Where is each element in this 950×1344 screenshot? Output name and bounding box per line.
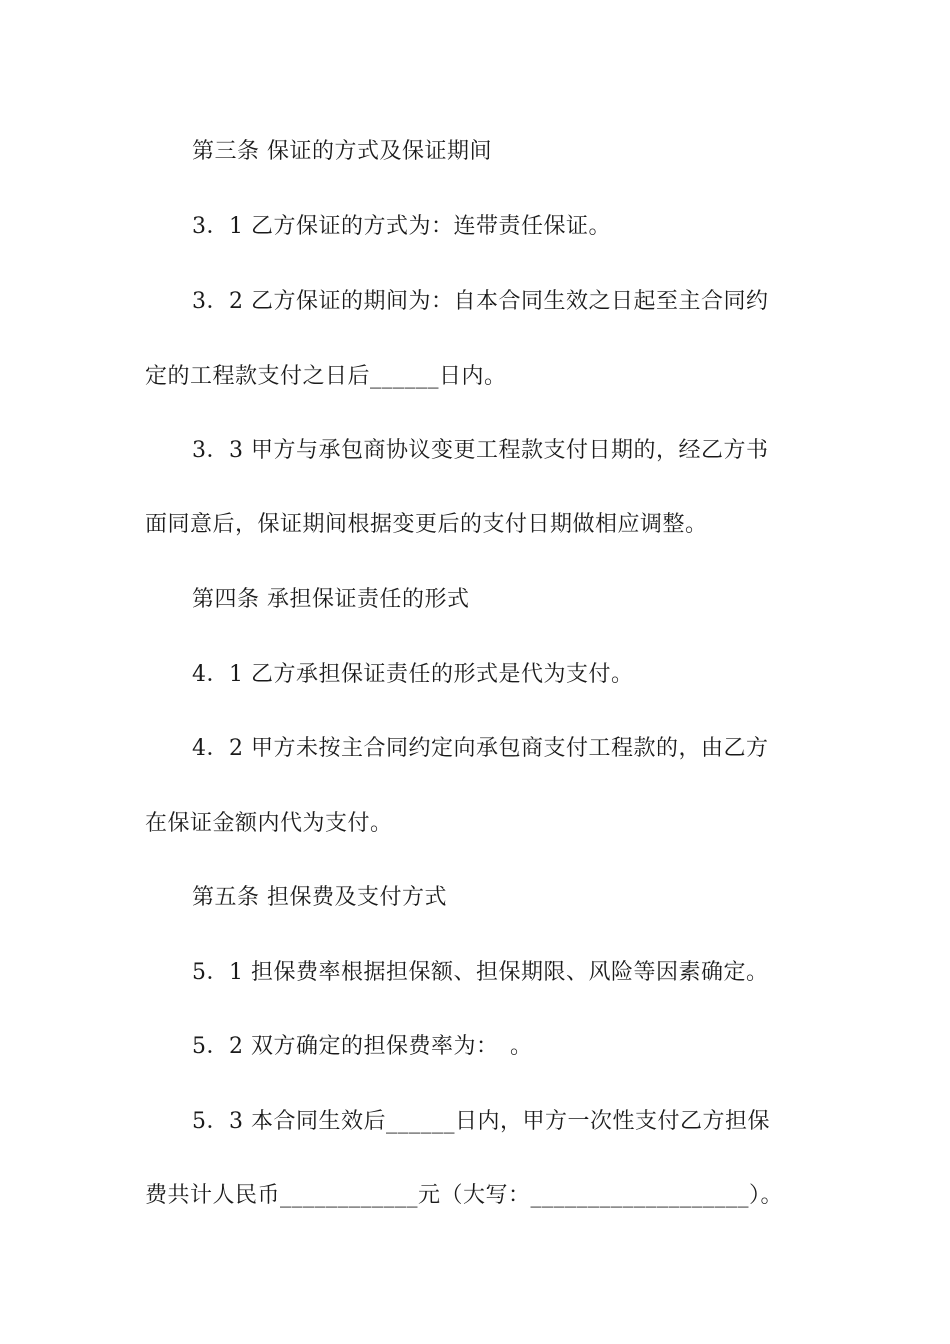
clause-5-3-line-1: 5．3 本合同生效后______日内，甲方一次性支付乙方担保 — [192, 1109, 770, 1134]
clause-3-3-line-2: 面同意后，保证期间根据变更后的支付日期做相应调整。 — [145, 512, 708, 537]
clause-3-2-line-2: 定的工程款支付之日后______日内。 — [145, 364, 507, 389]
clause-3-2-line-1: 3．2 乙方保证的期间为：自本合同生效之日起至主合同约 — [192, 289, 769, 314]
clause-5-3-line-2: 费共计人民币____________元（大写：___________________）。 — [145, 1183, 784, 1208]
clause-4-1: 4．1 乙方承担保证责任的形式是代为支付。 — [192, 662, 634, 687]
clause-4-2-line-1: 4．2 甲方未按主合同约定向承包商支付工程款的，由乙方 — [192, 736, 769, 761]
clause-3-1: 3．1 乙方保证的方式为：连带责任保证。 — [192, 214, 611, 239]
clause-3-3-line-1: 3．3 甲方与承包商协议变更工程款支付日期的，经乙方书 — [192, 438, 769, 463]
clause-5-1: 5．1 担保费率根据担保额、担保期限、风险等因素确定。 — [192, 960, 769, 985]
article-3-heading: 第三条 保证的方式及保证期间 — [192, 139, 492, 164]
article-4-heading: 第四条 承担保证责任的形式 — [192, 587, 470, 612]
clause-5-2: 5．2 双方确定的担保费率为： 。 — [192, 1034, 533, 1059]
clause-4-2-line-2: 在保证金额内代为支付。 — [145, 811, 393, 836]
article-5-heading: 第五条 担保费及支付方式 — [192, 885, 447, 910]
